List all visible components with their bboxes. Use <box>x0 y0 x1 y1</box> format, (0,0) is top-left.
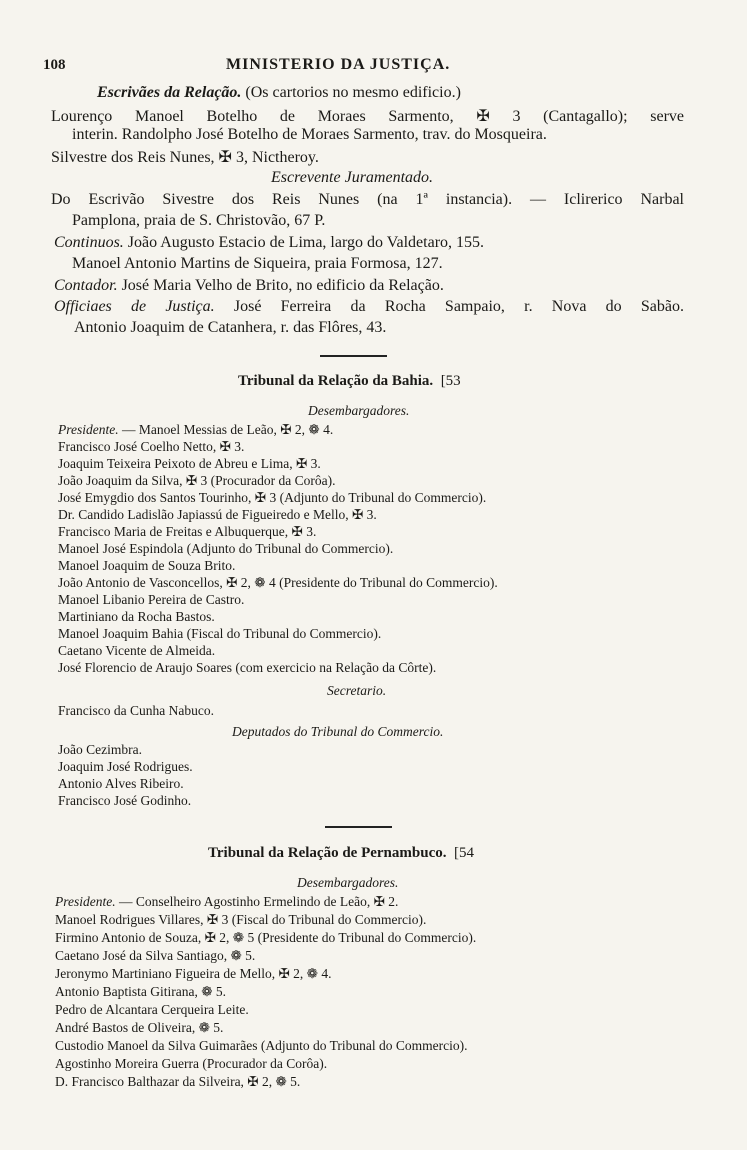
text-line: Lourenço Manoel Botelho de Moraes Sarmento, ✠ 3 (Cantagallo); serve <box>51 108 684 125</box>
list-item: Dr. Candido Ladislão Japiassú de Figueiredo e Mello, ✠ 3. <box>58 507 377 522</box>
presidente-line: Presidente. — Manoel Messias de Leão, ✠ 2, ❁ 4. <box>58 422 334 437</box>
list-item: Joaquim José Rodrigues. <box>58 759 193 774</box>
list-item: Antonio Baptista Gitirana, ❁ 5. <box>55 984 227 999</box>
list-item: Manoel Libanio Pereira de Castro. <box>58 592 245 607</box>
list-item: Caetano José da Silva Santiago, ❁ 5. <box>55 948 256 963</box>
escrivaes-line: Escrivães da Relação. (Os cartorios no mesmo edificio.) <box>97 84 461 101</box>
list-item: André Bastos de Oliveira, ❁ 5. <box>55 1020 224 1035</box>
list-item: Manoel Joaquim Bahia (Fiscal do Tribunal do Commercio). <box>58 626 382 641</box>
list-item: Jeronymo Martiniano Figueira de Mello, ✠ 2, ❁ 4. <box>55 966 332 981</box>
list-item: José Emygdio dos Santos Tourinho, ✠ 3 (Adjunto do Tribunal do Commercio). <box>58 490 487 505</box>
list-item: Antonio Alves Ribeiro. <box>58 776 184 791</box>
list-item: Manoel José Espindola (Adjunto do Tribunal do Commercio). <box>58 541 394 556</box>
page-number: 108 <box>43 57 66 73</box>
list-item: Martiniano da Rocha Bastos. <box>58 609 215 624</box>
list-item: Manoel Joaquim de Souza Brito. <box>58 558 236 573</box>
running-header: MINISTERIO DA JUSTIÇA. <box>226 56 451 73</box>
contador-line: Contador. José Maria Velho de Brito, no edificio da Relação. <box>54 277 444 294</box>
list-item: Agostinho Moreira Guerra (Procurador da Corôa). <box>55 1056 328 1071</box>
continuos-line: Continuos. João Augusto Estacio de Lima, largo do Valdetaro, 155. <box>54 234 485 251</box>
subheading: Desembargadores. <box>308 403 410 418</box>
list-item: Pedro de Alcantara Cerqueira Leite. <box>55 1002 249 1017</box>
text-line: Silvestre dos Reis Nunes, ✠ 3, Nictheroy. <box>51 149 319 166</box>
text-line: Antonio Joaquim de Catanhera, r. das Flôres, 43. <box>74 319 387 336</box>
text-line: Manoel Antonio Martins de Siqueira, praia Formosa, 127. <box>72 255 443 272</box>
list-item: Francisco José Godinho. <box>58 793 192 808</box>
list-item: João Cezimbra. <box>58 742 142 757</box>
pernambuco-title-line: Tribunal da Relação de Pernambuco. [54 <box>208 845 474 861</box>
list-item: Firmino Antonio de Souza, ✠ 2, ❁ 5 (Presidente do Tribunal do Commercio). <box>55 930 477 945</box>
text-line: interin. Randolpho José Botelho de Moraes Sarmento, trav. do Mosqueira. <box>72 126 547 143</box>
list-item: Francisco da Cunha Nabuco. <box>58 703 214 718</box>
text-line: Do Escrivão Sivestre dos Reis Nunes (na 1ª instancia). — Iclirerico Narbal <box>51 191 684 208</box>
divider <box>320 355 387 357</box>
presidente-line: Presidente. — Conselheiro Agostinho Ermelindo de Leão, ✠ 2. <box>55 894 399 909</box>
bahia-title-line: Tribunal da Relação da Bahia. [53 <box>238 373 461 389</box>
subheading: Secretario. <box>327 683 387 698</box>
list-item: João Joaquim da Silva, ✠ 3 (Procurador da Corôa). <box>58 473 336 488</box>
list-item: Manoel Rodrigues Villares, ✠ 3 (Fiscal do Tribunal do Commercio). <box>55 912 427 927</box>
officiaes-line: Officiaes de Justiça. José Ferreira da Rocha Sampaio, r. Nova do Sabão. <box>54 298 685 315</box>
list-item: Francisco José Coelho Netto, ✠ 3. <box>58 439 245 454</box>
subheading: Desembargadores. <box>297 875 399 890</box>
list-item: Joaquim Teixeira Peixoto de Abreu e Lima, ✠ 3. <box>58 456 321 471</box>
subheading: Escrevente Juramentado. <box>271 169 434 186</box>
text-line: Pamplona, praia de S. Christovão, 67 P. <box>72 212 326 229</box>
list-item: José Florencio de Araujo Soares (com exercicio na Relação da Côrte). <box>58 660 437 675</box>
list-item: Caetano Vicente de Almeida. <box>58 643 216 658</box>
list-item: Custodio Manoel da Silva Guimarães (Adjunto do Tribunal do Commercio). <box>55 1038 468 1053</box>
list-item: D. Francisco Balthazar da Silveira, ✠ 2, ❁ 5. <box>55 1074 301 1089</box>
subheading: Deputados do Tribunal do Commercio. <box>232 724 444 739</box>
divider <box>325 826 392 828</box>
list-item: João Antonio de Vasconcellos, ✠ 2, ❁ 4 (Presidente do Tribunal do Commercio). <box>58 575 498 590</box>
list-item: Francisco Maria de Freitas e Albuquerque, ✠ 3. <box>58 524 317 539</box>
